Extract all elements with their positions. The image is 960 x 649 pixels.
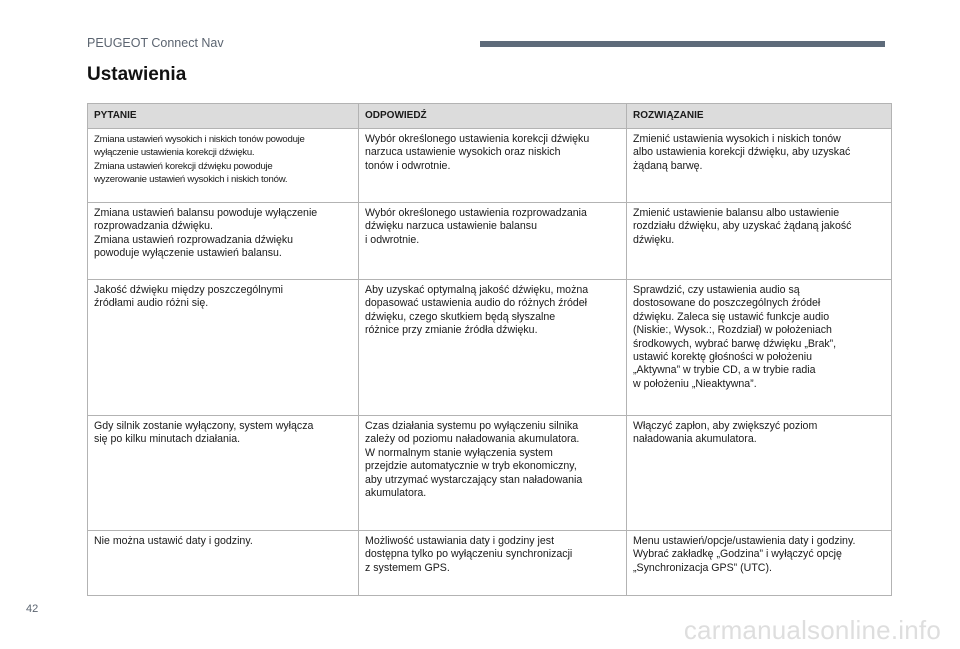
question-cell xyxy=(88,280,359,416)
question-text: Gdy silnik zostanie wyłączony, system wyłącza się po kilku minutach działania. xyxy=(94,420,314,446)
solution-text: Sprawdzić, czy ustawienia audio są dostosowane do poszczególnych źródeł dźwięku. Zaleca się ustawić funkcje audio (Niskie:, Wysok.:, Rozdział) w położeniach środkowych, wybrać barwę dźwięku „Brak”, ustawić korektę głośności w położeniu „Aktywna” w trybie CD, a w trybie radia w położeniu „Nieaktywna”. xyxy=(633,284,837,390)
solution-text: Zmienić ustawienia wysokich i niskich tonów albo ustawienia korekcji dźwięku, aby uzyskać żądaną barwę. xyxy=(633,133,851,172)
question-cell xyxy=(88,203,359,280)
question-cell xyxy=(88,416,359,531)
table-row xyxy=(88,531,892,596)
table-row xyxy=(88,416,892,531)
question-text: Nie można ustawić daty i godziny. xyxy=(94,535,253,547)
question-text: Jakość dźwięku między poszczególnymi źródłami audio różni się. xyxy=(94,284,283,310)
answer-cell xyxy=(359,280,627,416)
table-header-row xyxy=(88,104,892,129)
solution-cell xyxy=(627,531,892,596)
watermark: carmanualsonline.info xyxy=(683,615,941,645)
column-header-solution: ROZWIĄZANIE xyxy=(627,104,892,129)
solution-cell xyxy=(627,203,892,280)
question-cell xyxy=(88,129,359,203)
faq-table xyxy=(87,103,892,596)
header-title: PEUGEOT Connect Nav xyxy=(87,36,224,50)
solution-text: Zmienić ustawienie balansu albo ustawienie rozdziału dźwięku, aby uzyskać żądaną jakość dźwięku. xyxy=(633,207,852,246)
solution-cell xyxy=(627,129,892,203)
header-bar xyxy=(480,41,885,47)
column-header-answer: ODPOWIEDŹ xyxy=(359,104,627,129)
answer-text: Możliwość ustawiania daty i godziny jest dostępna tylko po wyłączeniu synchronizacji z systemem GPS. xyxy=(365,535,573,574)
solution-cell xyxy=(627,416,892,531)
solution-text: Włączyć zapłon, aby zwiększyć poziom naładowania akumulatora. xyxy=(633,420,818,446)
section-title: Ustawienia xyxy=(87,64,187,85)
answer-cell xyxy=(359,531,627,596)
table-row xyxy=(88,280,892,416)
answer-cell xyxy=(359,203,627,280)
page-number: 42 xyxy=(26,603,39,615)
question-cell xyxy=(88,531,359,596)
table-row xyxy=(88,203,892,280)
answer-text: Wybór określonego ustawienia rozprowadzania dźwięku narzuca ustawienie balansu i odwrotnie. xyxy=(365,207,587,246)
column-header-question: PYTANIE xyxy=(88,104,359,129)
answer-text: Czas działania systemu po wyłączeniu silnika zależy od poziomu naładowania akumulatora. W normalnym stanie wyłączenia system przejdzie automatycznie w tryb ekonomiczny, aby utrzymać wystarczający stan naładowania akumulatora. xyxy=(365,420,583,500)
solution-text: Menu ustawień/opcje/ustawienia daty i godziny. Wybrać zakładkę „Godzina” i wyłączyć opcję „Synchronizacja GPS” (UTC). xyxy=(633,535,856,574)
table-row xyxy=(88,129,892,203)
answer-text: Wybór określonego ustawienia korekcji dźwięku narzuca ustawienie wysokich oraz niskich tonów i odwrotnie. xyxy=(365,133,590,172)
answer-text: Aby uzyskać optymalną jakość dźwięku, można dopasować ustawienia audio do różnych źródeł dźwięku, czego skutkiem będą słyszalne różnice przy zmianie źródła dźwięku. xyxy=(365,284,589,337)
question-text: Zmiana ustawień wysokich i niskich tonów powoduje wyłączenie ustawienia korekcji dźwięku. Zmiana ustawień korekcji dźwięku powoduje wyzerowanie ustawień wysokich i niskich tonów. xyxy=(94,134,305,186)
question-text: Zmiana ustawień balansu powoduje wyłączenie rozprowadzania dźwięku. Zmiana ustawień rozprowadzania dźwięku powoduje wyłączenie ustawień balansu. xyxy=(94,207,318,260)
solution-cell xyxy=(627,280,892,416)
answer-cell xyxy=(359,129,627,203)
answer-cell xyxy=(359,416,627,531)
